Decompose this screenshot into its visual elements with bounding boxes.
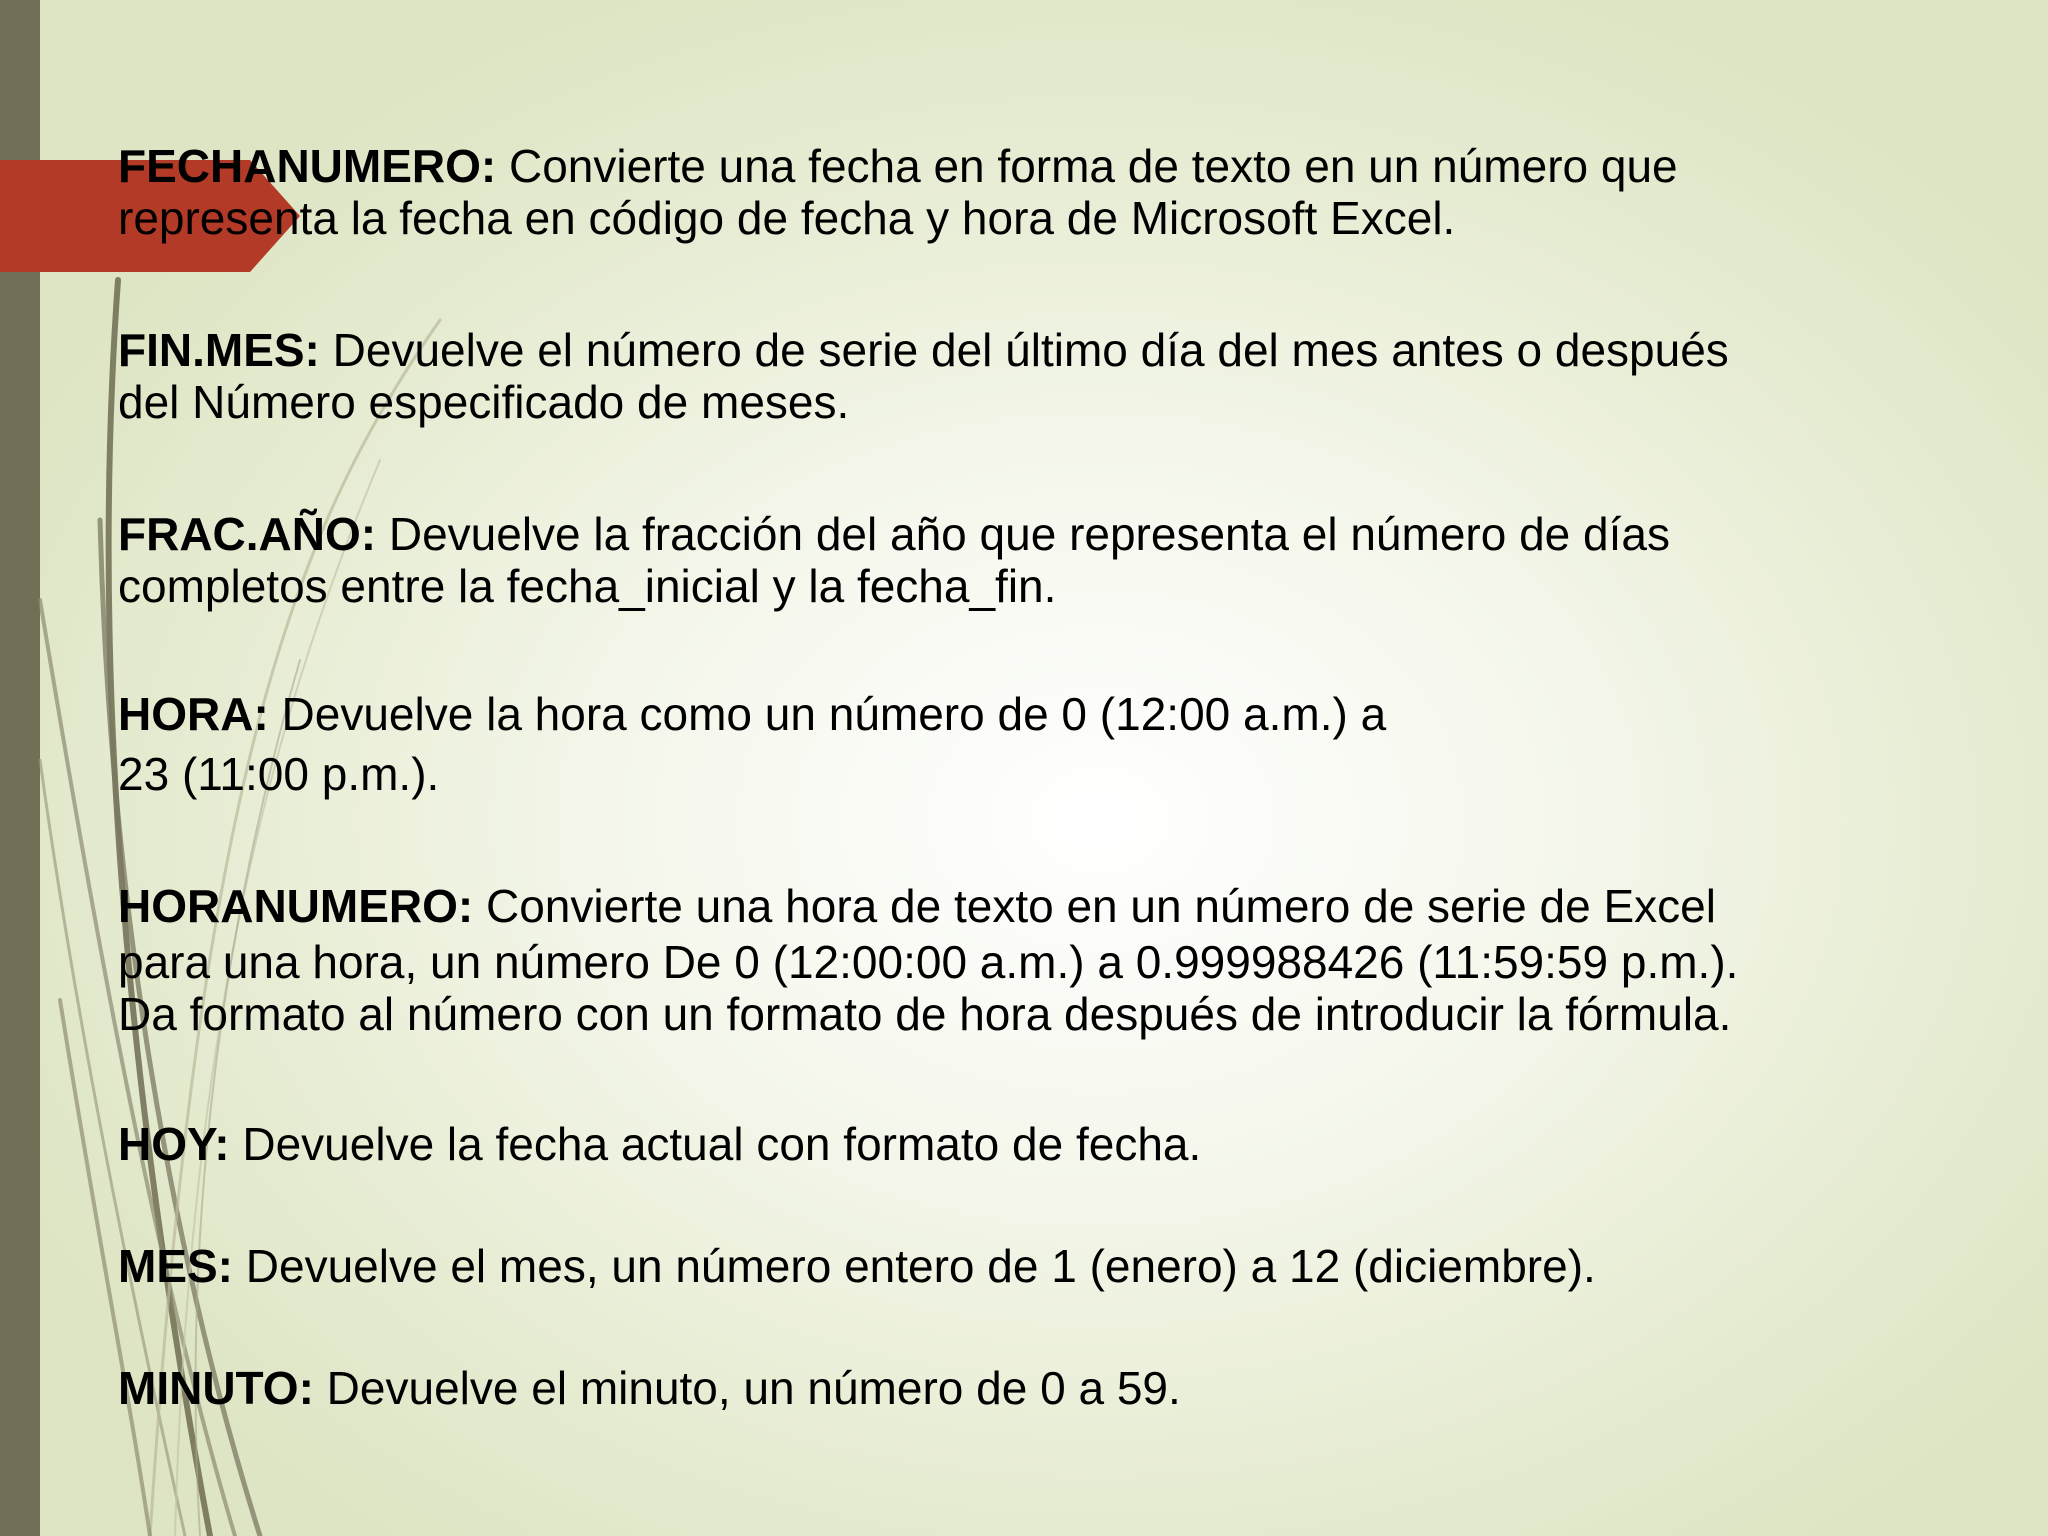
definition-line bbox=[118, 876, 2018, 936]
definition-line bbox=[118, 508, 2018, 560]
function-description: Devuelve la hora como un número de 0 (12:00 a.m.) a bbox=[268, 688, 1387, 740]
definition-minuto bbox=[118, 1362, 2018, 1414]
function-term: HOY: bbox=[118, 1118, 230, 1170]
function-description: Devuelve el número de serie del último día del mes antes o después bbox=[319, 324, 1729, 376]
definition-frac-ano bbox=[118, 508, 2018, 612]
definition-line: para una hora, un número De 0 (12:00:00 a.m.) a 0.999988426 (11:59:59 p.m.). bbox=[118, 936, 1739, 988]
definition-line: 23 (11:00 p.m.). bbox=[118, 748, 440, 800]
definition-hora bbox=[118, 684, 2018, 804]
definition-line bbox=[118, 324, 2018, 376]
definition-line bbox=[118, 1240, 2018, 1292]
function-term: FIN.MES: bbox=[118, 324, 320, 376]
definition-line bbox=[118, 684, 2018, 744]
definition-line: Da formato al número con un formato de hora después de introducir la fórmula. bbox=[118, 988, 1732, 1040]
function-description: Convierte una fecha en forma de texto en un número que bbox=[496, 140, 1678, 192]
function-term: MINUTO: bbox=[118, 1362, 314, 1414]
definition-line: representa la fecha en código de fecha y hora de Microsoft Excel. bbox=[118, 192, 1456, 244]
function-description: Convierte una hora de texto en un número de serie de Excel bbox=[473, 880, 1716, 932]
definition-hoy bbox=[118, 1118, 2018, 1170]
function-description: Devuelve la fracción del año que representa el número de días bbox=[376, 508, 1670, 560]
function-term: HORA: bbox=[118, 688, 269, 740]
definition-line bbox=[118, 1118, 2018, 1170]
definition-fin-mes bbox=[118, 324, 2018, 428]
function-description: Devuelve la fecha actual con formato de fecha. bbox=[229, 1118, 1202, 1170]
definition-horanumero bbox=[118, 876, 2018, 1040]
function-description: Devuelve el mes, un número entero de 1 (enero) a 12 (diciembre). bbox=[233, 1240, 1596, 1292]
function-term: HORANUMERO: bbox=[118, 880, 474, 932]
definition-mes bbox=[118, 1240, 2018, 1292]
definition-line bbox=[118, 1362, 2018, 1414]
function-term: FECHANUMERO: bbox=[118, 140, 497, 192]
function-term: MES: bbox=[118, 1240, 233, 1292]
definition-fechanumero bbox=[118, 140, 2018, 244]
function-description: Devuelve el minuto, un número de 0 a 59. bbox=[313, 1362, 1181, 1414]
definition-line bbox=[118, 140, 2018, 192]
function-term: FRAC.AÑO: bbox=[118, 508, 377, 560]
definition-line: completos entre la fecha_inicial y la fecha_fin. bbox=[118, 560, 1057, 612]
definition-line: del Número especificado de meses. bbox=[118, 376, 850, 428]
